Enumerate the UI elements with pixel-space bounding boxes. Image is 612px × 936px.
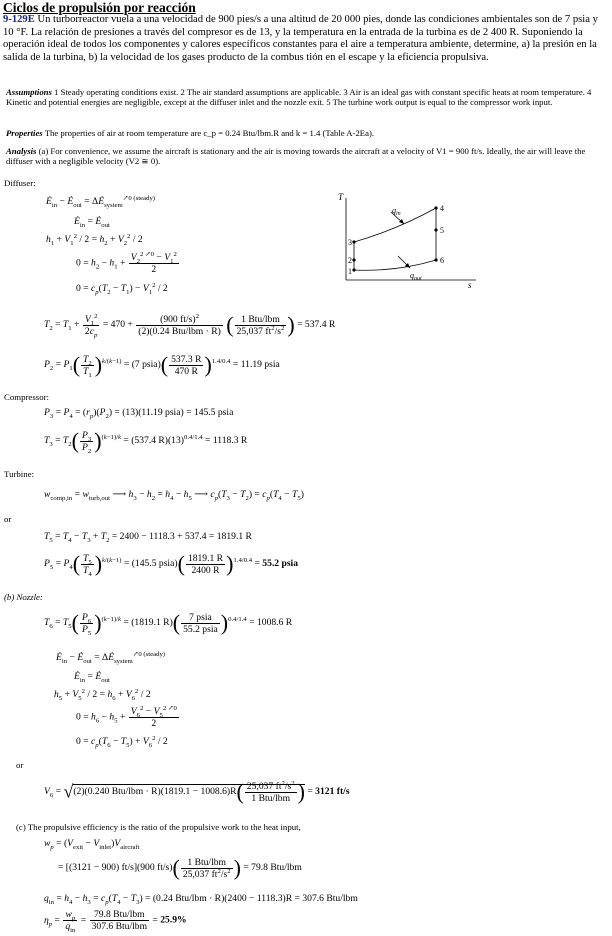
nozzle-energy-balance: $Ė_{in}$ − $Ė_{out}$ = $\Delta Ė_{system}^{↗0 (steady)}$: [56, 650, 166, 665]
p2-equation: $P_2 = P_1$( $\frac{T_2}{T_1}$ )$^{k/(k-1)}$ = (7 psia)( $\frac{537.3 R}{470 R}$ )$^{1.4/0.4}$ = 11.19 psia: [44, 352, 280, 379]
nozzle-enthalpy: $h_5 + V_5^2 / 2 = h_6 + V_6^2 / 2$: [54, 687, 151, 702]
state-6-label: 6: [440, 256, 444, 265]
state-4-point: [434, 206, 437, 209]
p2-result: 11.19 psia: [240, 359, 280, 371]
diffuser-ein-eout: $Ė_{in}$ = $Ė_{out}$: [74, 216, 110, 229]
problem-number: 9-129E: [3, 14, 35, 25]
t6-result: 1008.6 R: [256, 617, 293, 629]
state-3-label: 3: [348, 238, 352, 247]
process-path-out: [354, 208, 436, 270]
t2-result: 537.4 R: [304, 319, 336, 331]
s-axis-label: s: [468, 280, 472, 290]
state-2-point: [352, 258, 355, 261]
qin-equation: $q_{in} = h_4 - h_3 = c_p(T_4 - T_3) = (0.24$ Btu/lbm · R)(2400 − 1118.3)R = 307.6 Btu/lbm: [44, 893, 358, 906]
t3-result: 1118.3 R: [212, 435, 248, 447]
diffuser-label: Diffuser:: [4, 178, 36, 188]
v6-result: 3121 ft/s: [315, 786, 350, 798]
properties-text: The properties of air at room temperature are c_p = 0.24 Btu/lbm.R and k = 1.4 (Table A-2Ea).: [44, 128, 375, 138]
wp-equation: = [(3121 − 900) ft/s](900 ft/s)( $\frac{\text{1 Btu/lbm}}{25,037 ft^2/s^2}$ ) = 79.8 Btu/lbm: [58, 855, 302, 880]
properties-paragraph: [6, 128, 606, 138]
nozzle-label: (b) Nozzle:: [4, 592, 43, 602]
wp-definition: $w_p = (V_{exit} - V_{inlet})V_{aircraft}$: [44, 838, 140, 851]
diffuser-enthalpy: $h_1 + V_1^2 / 2 = h_2 + V_2^2 / 2$: [46, 232, 143, 247]
properties-label: Properties: [6, 128, 43, 138]
state-4-label: 4: [440, 204, 444, 213]
assumptions-text: 1 Steady operating conditions exist. 2 The air standard assumptions are applicable. 3 Air is an ideal gas with constant specific heats at room temperature. 4 Kinetic and potential energies are negligible, except at the diffuser inlet and the nozzle exit. 5 The turbine work output is equal to the compressor work input.: [6, 87, 592, 108]
qin-result: 307.6 Btu/lbm: [302, 893, 358, 904]
p5-equation: $P_5 = P_4$( $\frac{T_5}{T_4}$ )$^{k/(k-1)}$ = (145.5 psia)( $\frac{1819.1 R}{2400 R}$ )$^{1.4/0.4}$ = 55.2 psia: [44, 551, 299, 578]
state-6-point: [434, 258, 437, 261]
compressor-label: Compressor:: [4, 392, 49, 402]
p5-result: 55.2 psia: [262, 558, 299, 570]
t5-equation: $T_5 = T_4 - T_3 + T_2 = 2400 - 1118.3 + 537.4 = 1819.1$ R: [44, 531, 252, 544]
part-c-text: (c) The propulsive efficiency is the ratio of the propulsive work to the heat input,: [16, 822, 301, 832]
state-5-point: [434, 228, 437, 231]
state-2-label: 2: [348, 256, 352, 265]
wp-result: 79.8 Btu/lbm: [251, 862, 302, 874]
turbine-label: Turbine:: [4, 469, 34, 479]
diffuser-energy-balance: $Ė_{in}$ − $Ė_{out}$ = $\Delta Ė_{system}^{↗0 (steady)}$: [46, 194, 156, 209]
or-label-1: or: [4, 514, 12, 524]
q-out-label: $q_{out}$: [410, 271, 422, 282]
assumptions-paragraph: [6, 87, 606, 108]
v6-equation: $V_6 = √(2)(0.240$ Btu/lbm · R)(1819.1 − 1008.6)R( $\frac{25,037 ft^2/s^2}{\text{1 Btu/lbm}}$ ) = 3121 ft/s: [44, 779, 350, 804]
eta-equation: $\eta_p$ = $\frac{w_p}{q_{in}}$ = $\frac{\text{79.8 Btu/lbm}}{\text{307.6 Btu/lbm}}$ = 25.9%: [44, 909, 187, 934]
eta-result: 25.9%: [160, 914, 187, 926]
t-axis-label: T: [338, 192, 344, 202]
state-3-point: [352, 240, 355, 243]
problem-text: Un turborreactor vuela a una velocidad de 900 pies/s a una altitud de 20 000 pies, donde las condiciones ambientales son de 7 psia y 10 °F. La relación de presiones a través del compresor es de 13, y la temperatura en la entrada de la turbina es de 2 400 R. Suponiendo la operación ideal de todos los componentes y calores específicos constantes para el aire a temperatura ambiente, determine, a) la presión en la salida de la turbina, b) la velocidad de los gases producto de la combus tión en el escape y la eficiencia propulsiva.: [3, 14, 598, 63]
t3-equation: $T_3 = T_2$( $\frac{P_3}{P_2}$ )$^{(k-1)/k}$ = (537.4 $R)(13)^{0.4/1.4} = 1118.3$ R: [44, 428, 248, 455]
turbine-work-equation: $w_{comp,in} = w_{turb,out}$ ⟶ $h_3 - h_2 = h_4 - h_5$ ⟶ $c_p(T_3 - T_2) = c_p(T_4 - T_5)$: [44, 489, 304, 502]
diffuser-zero-eq: $0 = h_2 - h_1$ + $\frac{V_2^{2 ↗0} - V_1^2}{2}$: [76, 250, 177, 275]
state-5-label: 5: [440, 226, 444, 235]
state-1-point: [352, 268, 355, 271]
problem-statement: [3, 14, 607, 64]
page-title: Ciclos de propulsión por reacción: [3, 0, 196, 15]
ts-diagram: [336, 190, 482, 290]
analysis-label: Analysis: [6, 146, 37, 156]
q-in-label: $q_{in}$: [392, 206, 401, 217]
nozzle-zero-eq: $0 = h_6 - h_5$ + $\frac{V_6^2 - V_5^{2 ↗0}}{2}$: [76, 704, 177, 729]
state-1-label: 1: [348, 267, 352, 276]
analysis-paragraph: [6, 146, 606, 167]
nozzle-cp-eq: $0 = c_p(T_6 - T_5) + V_6^2 / 2$: [76, 734, 168, 749]
diffuser-cp-eq: $0 = c_p(T_2 - T_1) - V_1^2 / 2$: [76, 281, 168, 296]
analysis-text: (a) For convenience, we assume the aircraft is stationary and the air is moving towards the aircraft at a velocity of V1 = 900 ft/s. Ideally, the air will leave the diffuser with a negligible velocity (V2 ≅ 0).: [6, 146, 586, 167]
p3-equation: $P_3 = P_4 = (r_p)(P_2) = (13)(11.19$ psia) = 145.5 psia: [44, 407, 234, 420]
p3-result: 145.5 psia: [193, 407, 234, 418]
t5-result: 1819.1 R: [216, 531, 252, 542]
nozzle-ein-eout: $Ė_{in}$ = $Ė_{out}$: [74, 671, 110, 684]
or-label-2: or: [16, 760, 24, 770]
assumptions-label: Assumptions: [6, 87, 52, 97]
t6-equation: $T_6 = T_5$( $\frac{P_6}{P_5}$ )$^{(k-1)/k}$ = (1819.1 R)( $\frac{\text{7 psia}}{\text{55.2 psia}}$ )$^{0.4/1.4}$ = 1008.6 R: [44, 610, 293, 637]
t2-equation: $T_2 = T_1$ + $\frac{V_1^2}{2c_p}$ = 470 + $\frac{(900 ft/s)^2}{\text{(2)(0.24 Btu/lbm · R)}}$ ( $\frac{\text{1 Btu/lbm}}{25,037 ft^2/s^2}$ ) = 537.4 R: [44, 312, 336, 339]
process-path-in: [354, 208, 436, 270]
